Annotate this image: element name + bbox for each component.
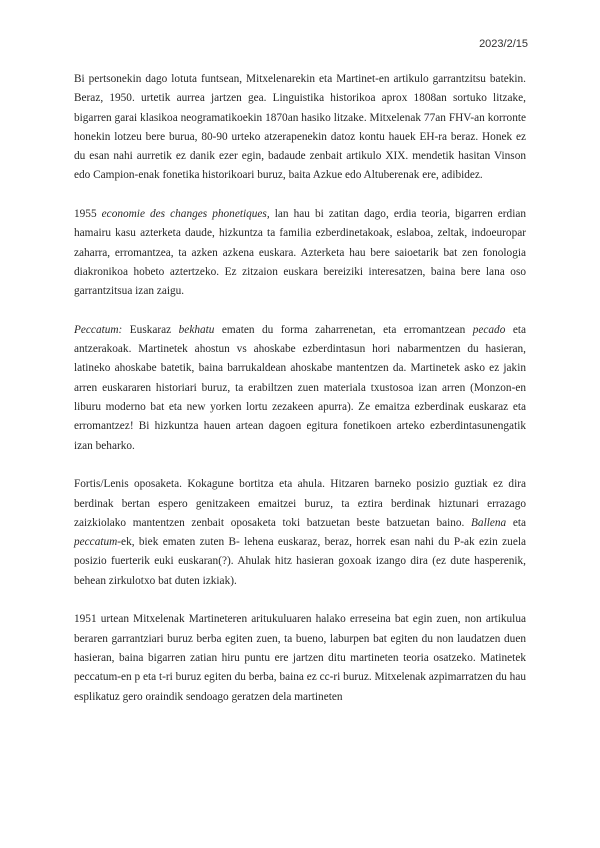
paragraph-2-segment: lan hau bi zatitan dago, erdia teoria, bigarren erdian hamairu kasu azterketa daude, hizkuntza ta familia ezberdinetakoak, eslaboa, zeltak, indoeuropar zaharra, erromantzea, ta azken azkena euskara. Azterketa hau bere saioetarik bat zen fonologia diakronikoa hobeto aztertzeko. Ez zitzaion euskara bereiziki interesatzen, baina bere lana oso garrantzitsua izan zaigu. [74,208,527,298]
paragraph-5-text: 1951 urtean Mitxelenak Martineteren aritukuluaren halako erreseina bat egin zuen, non artikulua beraren garrantziari buruz berba egiten zuen, ta bueno, laburpen bat egiten du non laudatzen duen hasieran, baina bigarren zatian hiru puntu ere jartzen ditu martineten teoria osatzeko. Matinetek peccatum-en p eta t-ri buruz egiten du berba, baina ez cc-ri buruz. Mitxelenak azpimarratzen du hau esplikatuz gero oraindik sendoago geratzen dela martineten [74,613,526,703]
paragraph-4-segment: Fortis/Lenis oposaketa. Kokagune bortitza eta ahula. Hitzaren barneko posizio guztiak ez dira berdinak bertan espero genitzakeen emaitzei buruz, ta eztira berdinak hiztunari errazago zaizkiolako mantentzen zenbait oposaketa toki batzuetan beste batzuetan baino. [74,478,526,529]
paragraph-3-segment: ematen du forma zaharrenetan, eta erromantzean [214,323,473,336]
paragraph-4-segment: eta [506,516,526,529]
paragraph-2-segment: 1955 [74,208,102,221]
paragraph-3-segment: Euskaraz [122,323,179,336]
paragraph-4-italic-term: peccatum [74,536,118,549]
paragraph-1-text: Bi pertsonekin dago lotuta funtsean, Mitxelenarekin eta Martinet-en artikulo garrantzitsu batekin. Beraz, 1950. urtetik aurrea jartzen gea. Linguistika historikoa aprox 1808an sortuko litzake, bigarren garai klasikoa neogramatikoekin 1870an hasiko litzake. Mitxelenak 77an FHV-an korronte honekin lotzeu bere burua, 80-90 urteko atzerapenekin datoz kontu hauek EH-ra beraz. Honek ez du esan nahi aurretik ez danik ezer egin, badaude zenbait artikulo XIX. mendetik hasitan Vinson edo Campion-enak fonetika historikoari buruz, baita Azkue edo Altuberenak ere, adibidez. [74,73,526,182]
paragraph-2 [74,205,526,301]
document-body [74,70,526,726]
paragraph-4-segment: -ek, biek ematen zuten B- lehena euskaraz, beraz, horrek esan nahi du P-ak ezin zuela posizio fuerterik euki euskaran(?). Ahulak hitz hasieran goxoak izango dira (ez dute hasperenik, behean zirkulotxo bat duten izkiak). [74,536,526,587]
paragraph-3 [74,321,526,456]
page-date: 2023/2/15 [479,38,528,50]
paragraph-4 [74,475,526,591]
paragraph-5 [74,610,526,706]
paragraph-2-italic-title: economie des changes phonetiques, [101,208,270,221]
paragraph-4-italic-term: Ballena [471,516,507,529]
paragraph-1 [74,70,526,186]
paragraph-3-italic-term: pecado [472,323,506,336]
paragraph-3-italic-term: bekhatu [178,323,215,336]
paragraph-3-italic-term: Peccatum: [74,323,123,336]
paragraph-3-segment: eta antzerakoak. Martinetek ahostun vs ahoskabe ezberdintasun hori nabarmentzen du hasieran, latineko ahoskabe batetik, baina barrukaldean ahoskabe mantentzen da. Martinetek asko ez jakin arren euskararen historiari buruz, ta erabiltzen zuen materiala txustosoa izan arren (Monzon-en liburu moderno bat eta new yorken lortu zezakeen apurra). Ze emaitza ezberdinak euskaraz eta erromantzez! Bi hizkuntza hauen artean dagoen egitura fonetikoen arteko ezberdintasunengatik izan beharko. [74,323,526,452]
